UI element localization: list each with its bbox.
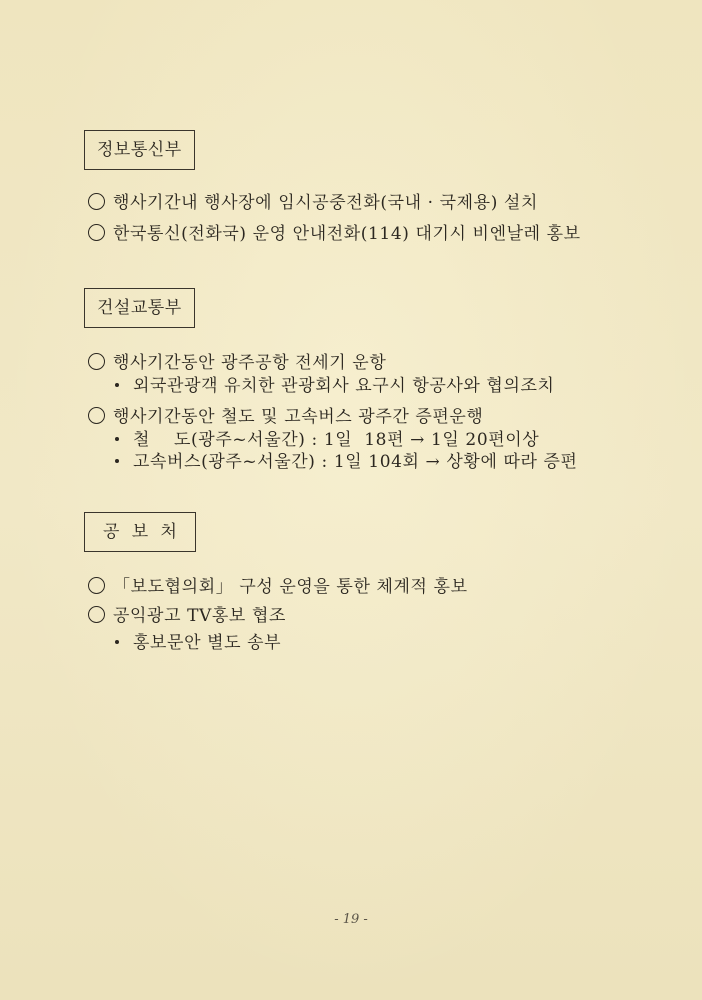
list-item <box>88 188 538 213</box>
section-heading-ministry-of-information-communication <box>84 130 195 170</box>
list-item-text: 행사기간동안 광주공항 전세기 운항 <box>113 353 387 373</box>
list-item-text: 행사기간동안 철도 및 고속버스 광주간 증편운행 <box>113 407 484 427</box>
sub-list-item-text: 고속버스(광주~서울간) : 1일 104회 → 상황에 따라 증편 <box>133 452 578 472</box>
section-heading-text: 공 보 처 <box>103 522 178 542</box>
dot-bullet-icon <box>115 640 119 644</box>
list-item-text: 「보도협의회」 구성 운영을 통한 체계적 홍보 <box>113 577 468 597</box>
dot-bullet-icon <box>115 437 119 441</box>
sub-list-item <box>115 447 578 472</box>
list-item <box>88 219 581 244</box>
circle-bullet-icon <box>88 407 105 424</box>
dot-bullet-icon <box>115 383 119 387</box>
list-item <box>88 601 286 626</box>
list-item-text: 공익광고 TV홍보 협조 <box>113 606 286 626</box>
sub-list-item-text: 외국관광객 유치한 관광회사 요구시 항공사와 협의조치 <box>133 376 555 396</box>
list-item <box>88 348 386 373</box>
list-item <box>88 572 468 597</box>
circle-bullet-icon <box>88 353 105 370</box>
dot-bullet-icon <box>115 459 119 463</box>
sub-list-item-text: 철 도(광주~서울간) : 1일 18편 → 1일 20편이상 <box>133 430 540 450</box>
sub-list-item <box>115 628 281 653</box>
sub-list-item <box>115 371 555 396</box>
list-item <box>88 402 483 427</box>
section-heading-text: 정보통신부 <box>97 140 182 160</box>
section-heading-ministry-of-construction-transportation <box>84 288 195 328</box>
circle-bullet-icon <box>88 224 105 241</box>
list-item-text: 한국통신(전화국) 운영 안내전화(114) 대기시 비엔날레 홍보 <box>113 224 581 244</box>
circle-bullet-icon <box>88 606 105 623</box>
section-heading-text: 건설교통부 <box>97 298 182 318</box>
circle-bullet-icon <box>88 577 105 594</box>
list-item-text: 행사기간내 행사장에 임시공중전화(국내 · 국제용) 설치 <box>113 193 538 213</box>
sub-list-item-text: 홍보문안 별도 송부 <box>133 633 282 653</box>
circle-bullet-icon <box>88 193 105 210</box>
section-heading-office-of-public-information <box>84 512 196 552</box>
page-number: - 19 - <box>334 912 368 927</box>
